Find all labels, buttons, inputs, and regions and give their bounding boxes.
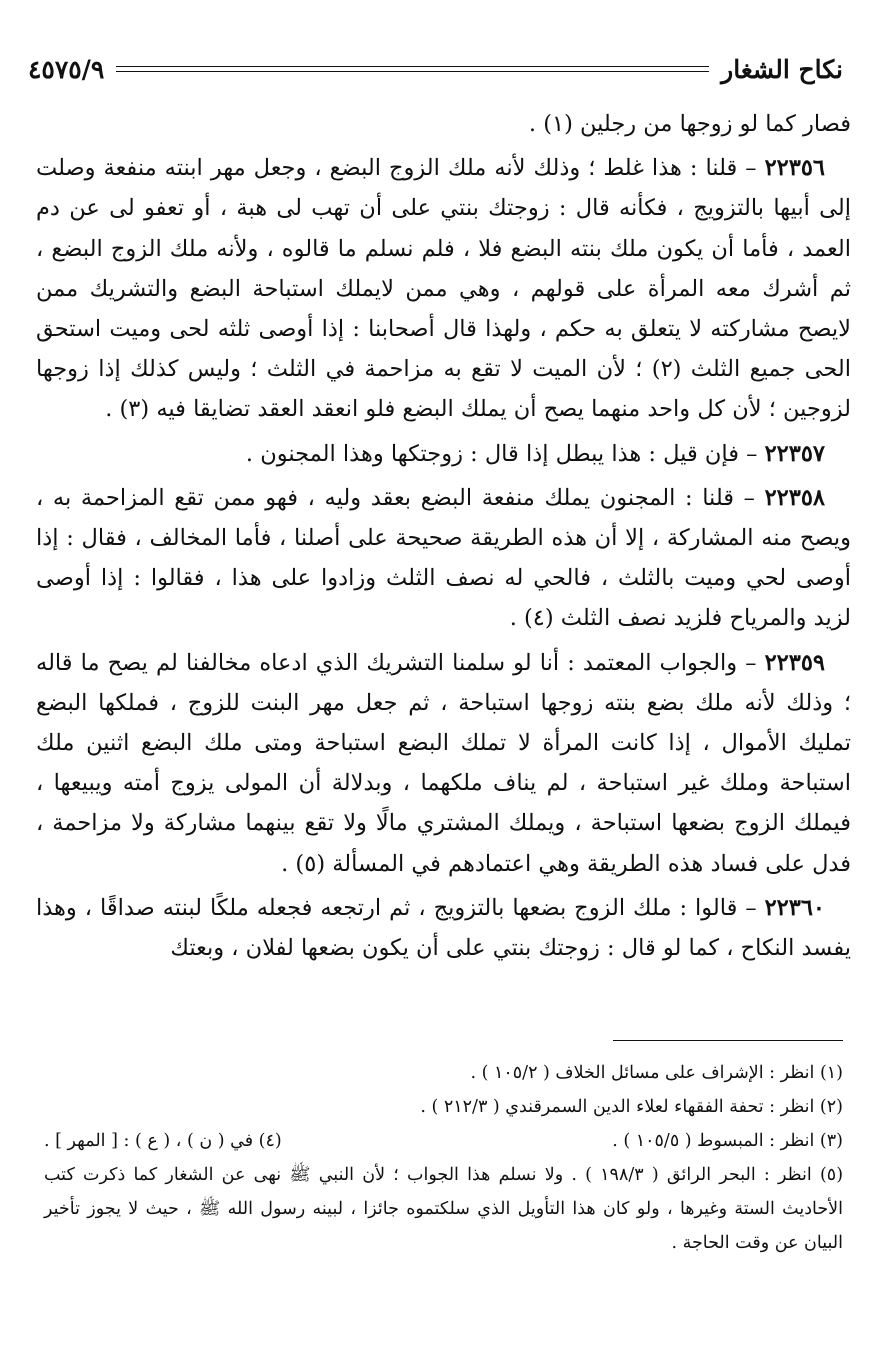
footnote-4: (٤) في ( ن ) ، ( ع ) : [ المهر ] . (44, 1131, 282, 1151)
footnote-1: (١) انظر : الإشراف على مسائل الخلاف ( ١٠٥/٢ ) . (470, 1063, 843, 1083)
paragraph-continuation (36, 104, 851, 144)
footnote-2: (٢) انظر : تحفة الفقهاء لعلاء الدين السمرقندي ( ٢١٢/٣ ) . (420, 1097, 843, 1117)
paragraph-22359 (36, 643, 851, 884)
footnote-3: (٣) انظر : المبسوط ( ١٠٥/٥ ) . (612, 1131, 843, 1151)
page-number: ٤٥٧٥/٩ (28, 54, 105, 84)
paragraph-text: – والجواب المعتمد : أنا لو سلمنا التشريك الذي ادعاه مخالفنا لم يصح ما قاله ؛ وذلك لأنه ملك بضع بنته زوجها استباحة ، ثم جعل مهر البنت للزوج ، فملكها البضع تمليك الأموال ، إذا كانت المرأة لا تملك البضع استباحة ومتى ملك البضع اثنين ملك استباحة وملك غير استباحة ، لم يناف ملكهما ، وبدلالة أن المولى يزوج أمته ويبيعها ، فيملك الزوج بضعها استباحة ، ويملك المشتري مالًا ولا تقع بينهما مشاركة ولا مزاحمة ، فدل على فساد هذه الطريقة وهي اعتمادهم في المسألة (٥) . (36, 649, 851, 877)
paragraph-22358 (36, 478, 851, 639)
running-title: نكاح الشغار (721, 54, 843, 84)
footnotes (44, 1056, 843, 1260)
paragraph-text: – قالوا : ملك الزوج بضعها بالتزويج ، ثم ارتجعه فجعله ملكًا لبنته صداقًا ، وهذا يفسد النكاح ، كما لو قال : زوجتك بنتي على أن يكون بضعها لفلان ، وبعتك (36, 894, 851, 962)
footnote-row (44, 1124, 843, 1158)
paragraph-22356 (36, 148, 851, 429)
paragraph-number: ٢٢٣٥٦ (764, 155, 825, 182)
paragraph-text: – قلنا : المجنون يملك منفعة البضع بعقد وليه ، فهو ممن تقع المزاحمة به ، ويصح منه المشاركة ، إلا أن هذه الطريقة صحيحة على أصلنا ، فأما المخالف ، فقال : إذا أوصى لحي وميت بالثلث ، فالحي له نصف الثلث وزادوا على هذا ، فقالوا : إذا أوصى لزيد والمرياح فلزيد نصف الثلث (٤) . (36, 484, 851, 632)
main-text (36, 104, 851, 972)
paragraph-text: – قلنا : هذا غلط ؛ وذلك لأنه ملك الزوج البضع ، وجعل مهر ابنته منفعة وصلت إلى أبيها بالتزويج ، فكأنه قال : زوجتك بنتي على أن تهب لى هبة ، أو تعفو لى عن دم العمد ، فأما أن يكون ملك بنته البضع فلا ، فلم نسلم ما قالوه ، ولأنه ملك الزوج البضع ، ثم أشرك معه المرأة على قولهم ، وهي ممن لايملك استباحة البضع والتشريك ممن لايصح مشاركته لا يتعلق به حكم ، ولهذا قال أصحابنا : إذا أوصى ثلثه لحى وميت استحق الحى جميع الثلث (٢) ؛ لأن الميت لا تقع به مزاحمة في الثلث ؛ وليس كذلك إذا زوجها لزوجين ؛ لأن كل واحد منهما يصح أن يملك البضع فلو انعقد العقد تضايقا فيه (٣) . (36, 155, 851, 423)
footnote-5: (٥) انظر : البحر الرائق ( ١٩٨/٣ ) . ولا نسلم هذا الجواب ؛ لأن النبي ﷺ نهى عن الشغار كما ذكرت كتب الأحاديث الستة وغيرها ، ولو كان هذا التأويل الذي سلكتموه جائزا ، لبينه رسول الله ﷺ ، حيث لا يجوز تأخير البيان عن وقت الحاجة . (44, 1165, 844, 1253)
paragraph-number: ٢٢٣٥٩ (764, 649, 825, 676)
paragraph-22357 (36, 434, 851, 474)
paragraph-number: ٢٢٣٥٧ (764, 440, 825, 467)
paragraph-number: ٢٢٣٥٨ (764, 484, 825, 511)
paragraph-number: ٢٢٣٦٠ (764, 894, 825, 921)
paragraph-text: فصار كما لو زوجها من رجلين (١) . (528, 111, 851, 137)
paragraph-22360 (36, 888, 851, 968)
paragraph-text: – فإن قيل : هذا يبطل إذا قال : زوجتكها وهذا المجنون . (245, 440, 765, 467)
footnote-separator (613, 1040, 843, 1041)
page-header (28, 52, 843, 86)
header-rule (116, 66, 709, 72)
